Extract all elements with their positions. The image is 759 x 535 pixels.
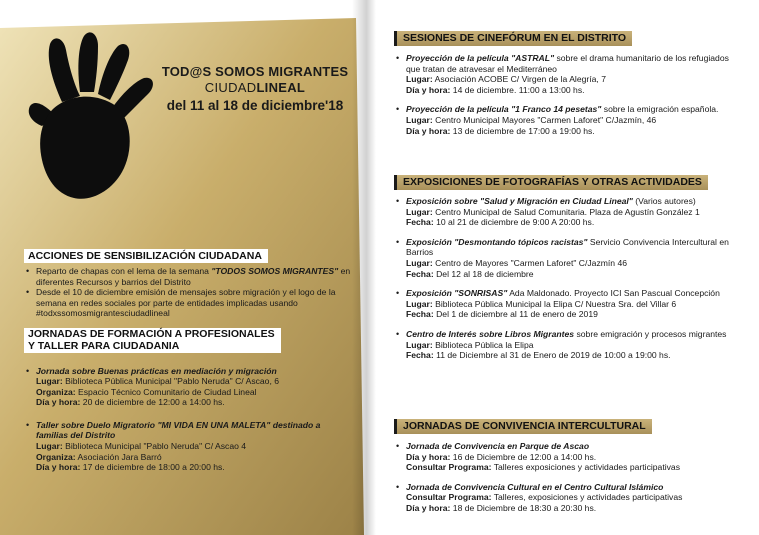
section-title: EXPOSICIONES DE FOTOGRAFÍAS Y OTRAS ACTIVIDADES xyxy=(394,175,708,190)
section-formacion xyxy=(24,328,354,482)
hero-subtitle xyxy=(150,80,360,95)
event-value: 11 de Diciembre al 31 de Enero de 2019 de 10:00 a 19:00 hs. xyxy=(433,350,671,361)
hero-subtitle-bold: LINEAL xyxy=(256,80,306,95)
event-key: Lugar: xyxy=(406,206,433,217)
item-text: en diferentes Recursos y barrios del Distrito xyxy=(36,266,351,287)
event-value: Del 1 de diciembre al 11 de enero de 2019 xyxy=(433,309,598,320)
section-title: JORNADAS DE CONVIVENCIA INTERCULTURAL xyxy=(394,419,652,434)
event-desc: sobre el drama humanitario de los refugiados que tratan de atravesar el Mediterráneo xyxy=(406,53,729,74)
event-line xyxy=(36,452,354,463)
event-line xyxy=(406,452,744,463)
event-value: Espacio Técnico Comunitario de Ciudad Lineal xyxy=(75,386,257,397)
bullet-list xyxy=(24,266,354,319)
event-item xyxy=(24,366,354,408)
event-value: Centro de Mayores "Carmen Laforet" C/Jazmín 46 xyxy=(432,257,628,268)
item-emphasis: "TODOS SOMOS MIGRANTES" xyxy=(211,266,339,276)
hand-print-icon xyxy=(22,30,162,205)
event-desc: sobre emigración y procesos migrantes xyxy=(574,328,727,339)
event-value: 16 de Diciembre de 12:00 a 14:00 hs. xyxy=(450,451,597,462)
hero-dates: del 11 al 18 de diciembre'18 xyxy=(166,98,344,113)
event-line xyxy=(406,503,744,514)
event-key: Lugar: xyxy=(36,376,63,387)
section-cineforum xyxy=(394,28,744,145)
hero-title: TOD@S SOMOS MIGRANTES xyxy=(161,64,349,79)
section-title-line: JORNADAS DE FORMACIÓN A PROFESIONALES xyxy=(28,328,275,340)
event-line xyxy=(406,207,744,218)
event-item xyxy=(394,53,744,95)
event-value: Talleres, exposiciones y actividades participativas xyxy=(491,492,683,503)
event-line xyxy=(406,85,744,96)
event-item xyxy=(394,196,744,228)
left-panel xyxy=(0,0,372,535)
event-value: 14 de diciembre. 11:00 a 13:00 hs. xyxy=(450,84,585,95)
event-item xyxy=(394,441,744,473)
section-title: SESIONES DE CINEFÓRUM EN EL DISTRITO xyxy=(394,31,632,46)
event-value: Centro Municipal de Salud Comunitaria. Plaza de Agustín González 1 xyxy=(432,206,700,217)
list-item xyxy=(24,287,354,319)
event-value: Biblioteca Pública la Elipa xyxy=(432,339,534,350)
event-line xyxy=(406,217,744,228)
event-title: • Jornada de Convivencia Cultural en el Centro Cultural Islámico xyxy=(406,481,664,492)
event-title: • Taller sobre Duelo Migratorio "MI VIDA EN UNA MALETA" destinado a familias del Distrito xyxy=(36,419,321,441)
event-value: 18 de Diciembre de 18:30 a 20:30 hs. xyxy=(450,502,597,513)
event-line xyxy=(406,492,744,503)
event-value: 20 de diciembre de 12:00 a 14:00 hs. xyxy=(80,397,225,408)
event-title: • Jornada de Convivencia en Parque de Ascao xyxy=(406,441,590,451)
event-line xyxy=(406,350,744,361)
event-key: Fecha: xyxy=(406,268,434,279)
event-desc: sobre la emigración española. xyxy=(601,104,719,115)
event-item xyxy=(394,329,744,361)
event-key: Organiza: xyxy=(36,451,76,462)
event-line xyxy=(406,269,744,280)
event-item xyxy=(24,420,354,473)
event-line xyxy=(36,387,354,398)
event-key: Organiza: xyxy=(36,386,76,397)
event-title: • Jornada sobre Buenas prácticas en mediación y migración xyxy=(36,365,277,376)
hero-headline xyxy=(150,64,360,113)
event-key: Día y hora: xyxy=(406,84,451,95)
event-key: Fecha: xyxy=(406,309,434,320)
event-line xyxy=(406,309,744,320)
event-key: Lugar: xyxy=(36,441,63,452)
event-desc: (Varios autores) xyxy=(632,196,696,206)
event-title: Exposición "SONRISAS" xyxy=(406,288,508,299)
event-key: Fecha: xyxy=(406,350,434,361)
event-line xyxy=(406,74,744,85)
event-item xyxy=(394,482,744,514)
event-line xyxy=(406,340,744,351)
event-heading xyxy=(406,288,744,299)
section-exposiciones xyxy=(394,172,744,370)
event-key: Lugar: xyxy=(406,298,433,309)
event-title: Exposición "Desmontando tópicos racistas" xyxy=(406,236,588,247)
section-title-line: Y TALLER PARA CIUDADANIA xyxy=(28,339,180,352)
event-item xyxy=(394,237,744,279)
event-value: Asociación ACOBE C/ Virgen de la Alegría, 7 xyxy=(432,74,606,85)
event-key: Lugar: xyxy=(406,339,433,350)
event-title: Centro de Interés sobre Libros Migrantes xyxy=(406,328,575,339)
list-item xyxy=(24,266,354,287)
event-key: Lugar: xyxy=(406,257,433,268)
item-text: Reparto de chapas con el lema de la semana xyxy=(36,266,212,276)
section-title xyxy=(24,328,281,353)
event-title: Exposición sobre "Salud y Migración en Ciudad Lineal" xyxy=(406,196,633,206)
event-value: 17 de diciembre de 18:00 a 20:00 hs. xyxy=(80,462,225,473)
event-heading xyxy=(406,53,744,74)
event-value: Del 12 al 18 de diciembre xyxy=(433,268,534,279)
right-panel xyxy=(372,0,759,535)
event-title: Proyección de la película "ASTRAL" xyxy=(406,53,555,63)
event-key: Día y hora: xyxy=(406,125,451,136)
event-line xyxy=(36,441,354,452)
event-heading xyxy=(406,196,744,207)
event-item xyxy=(394,104,744,136)
section-title: ACCIONES DE SENSIBILIZACIÓN CIUDADANA xyxy=(24,249,268,263)
event-key: Lugar: xyxy=(406,114,433,125)
event-value: 13 de diciembre de 17:00 a 19:00 hs. xyxy=(450,125,595,136)
event-line xyxy=(406,462,744,473)
event-key: Fecha: xyxy=(406,217,434,228)
event-value: Asociación Jara Barró xyxy=(75,451,162,462)
event-desc: Ada Maldonado. Proyecto ICI San Pascual Concepción xyxy=(507,288,720,299)
event-key: Día y hora: xyxy=(406,451,451,462)
event-line xyxy=(406,258,744,269)
event-heading xyxy=(406,237,744,258)
event-value: Centro Municipal Mayores "Carmen Laforet" C/Jazmín, 46 xyxy=(432,114,657,125)
event-value: Talleres exposiciones y actividades participativas xyxy=(491,462,681,473)
event-key: Día y hora: xyxy=(406,502,451,513)
event-value: Biblioteca Municipal "Pablo Neruda" C/ Ascao 4 xyxy=(62,441,247,452)
event-line xyxy=(406,115,744,126)
event-value: Biblioteca Pública Municipal "Pablo Neruda" C/ Ascao, 6 xyxy=(62,376,280,387)
event-heading xyxy=(406,329,744,340)
event-line xyxy=(36,462,354,473)
event-key: Consultar Programa: xyxy=(406,492,492,503)
section-sensibilizacion xyxy=(24,246,354,319)
event-line xyxy=(406,299,744,310)
event-heading xyxy=(406,104,744,115)
item-text: Desde el 10 de diciembre emisión de mensajes sobre migración y el logo de la semana en redes sociales por parte de entidades implicadas usando #todxssomosmigrantesciudadlineal xyxy=(36,287,336,319)
event-line xyxy=(406,126,744,137)
event-title: Proyección de la película "1 Franco 14 pesetas" xyxy=(406,104,602,115)
event-value: 10 al 21 de diciembre de 9:00 A 20:00 hs. xyxy=(433,217,595,228)
event-line xyxy=(36,397,354,408)
section-convivencia xyxy=(394,416,744,523)
event-key: Día y hora: xyxy=(36,462,81,473)
event-key: Lugar: xyxy=(406,74,433,85)
event-key: Día y hora: xyxy=(36,397,81,408)
event-desc: Servicio Convivencia Intercultural en Barrios xyxy=(406,236,729,258)
event-item xyxy=(394,288,744,320)
hero-subtitle-light: CIUDAD xyxy=(204,80,257,95)
event-line xyxy=(36,376,354,387)
event-value: Biblioteca Pública Municipal la Elipa C/ Nuestra Sra. del Villar 6 xyxy=(432,298,677,309)
event-key: Consultar Programa: xyxy=(406,462,492,473)
